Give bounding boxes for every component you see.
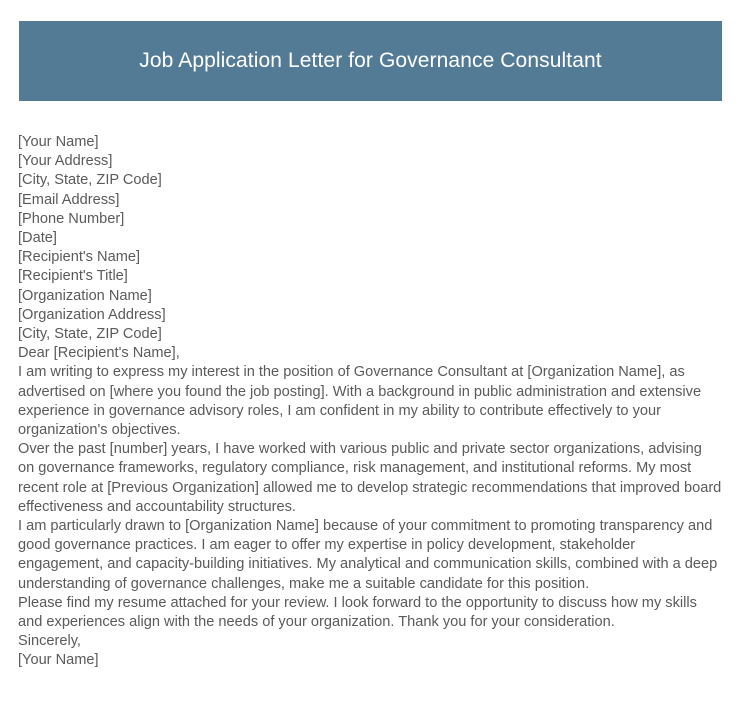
signature-name: [Your Name] (18, 652, 99, 669)
closing-salutation: Sincerely, (18, 633, 81, 650)
sender-email: [Email Address] (18, 191, 120, 208)
organization-name: [Organization Name] (18, 287, 152, 304)
recipient-name: [Recipient's Name] (18, 249, 141, 266)
document-title-bar (19, 21, 722, 101)
sender-phone: [Phone Number] (18, 210, 125, 227)
letter-date: [Date] (18, 230, 57, 247)
salutation: Dear [Recipient's Name], (18, 345, 180, 362)
organization-city-state-zip: [City, State, ZIP Code] (18, 326, 162, 343)
paragraph-intro: I am writing to express my interest in the position of Governance Consultant at [Organization Name], as advertised on [where you found the job posting]. With a background in public administration and extensive experience in governance advisory roles, I am confident in my ability to contribute effectively to your organization's objectives. (18, 364, 702, 439)
paragraph-closing: Please find my resume attached for your review. I look forward to the opportunity to discuss how my skills and experiences align with the needs of your organization. Thank you for your consideration. (18, 594, 697, 631)
sender-name: [Your Name] (18, 134, 99, 150)
recipient-title: [Recipient's Title] (18, 268, 128, 285)
paragraph-motivation: I am particularly drawn to [Organization Name] because of your commitment to promoting transparency and good governance practices. I am eager to offer my expertise in policy development, stakeholder engagement, and capacity-building initiatives. My analytical and communication skills, combined with a deep understanding of governance challenges, make me a suitable candidate for this position. (18, 518, 718, 592)
organization-address: [Organization Address] (18, 306, 166, 323)
paragraph-experience: Over the past [number] years, I have worked with various public and private sector organizations, advising on governance frameworks, regulatory compliance, risk management, and institutional reforms. My most recent role at [Previous Organization] allowed me to develop strategic recommendations that improved board effectiveness and accountability structures. (18, 441, 722, 515)
sender-address: [Your Address] (18, 153, 113, 170)
page-title: Job Application Letter for Governance Consultant (139, 49, 602, 73)
letter-content (18, 133, 722, 671)
sender-city-state-zip: [City, State, ZIP Code] (18, 172, 162, 189)
